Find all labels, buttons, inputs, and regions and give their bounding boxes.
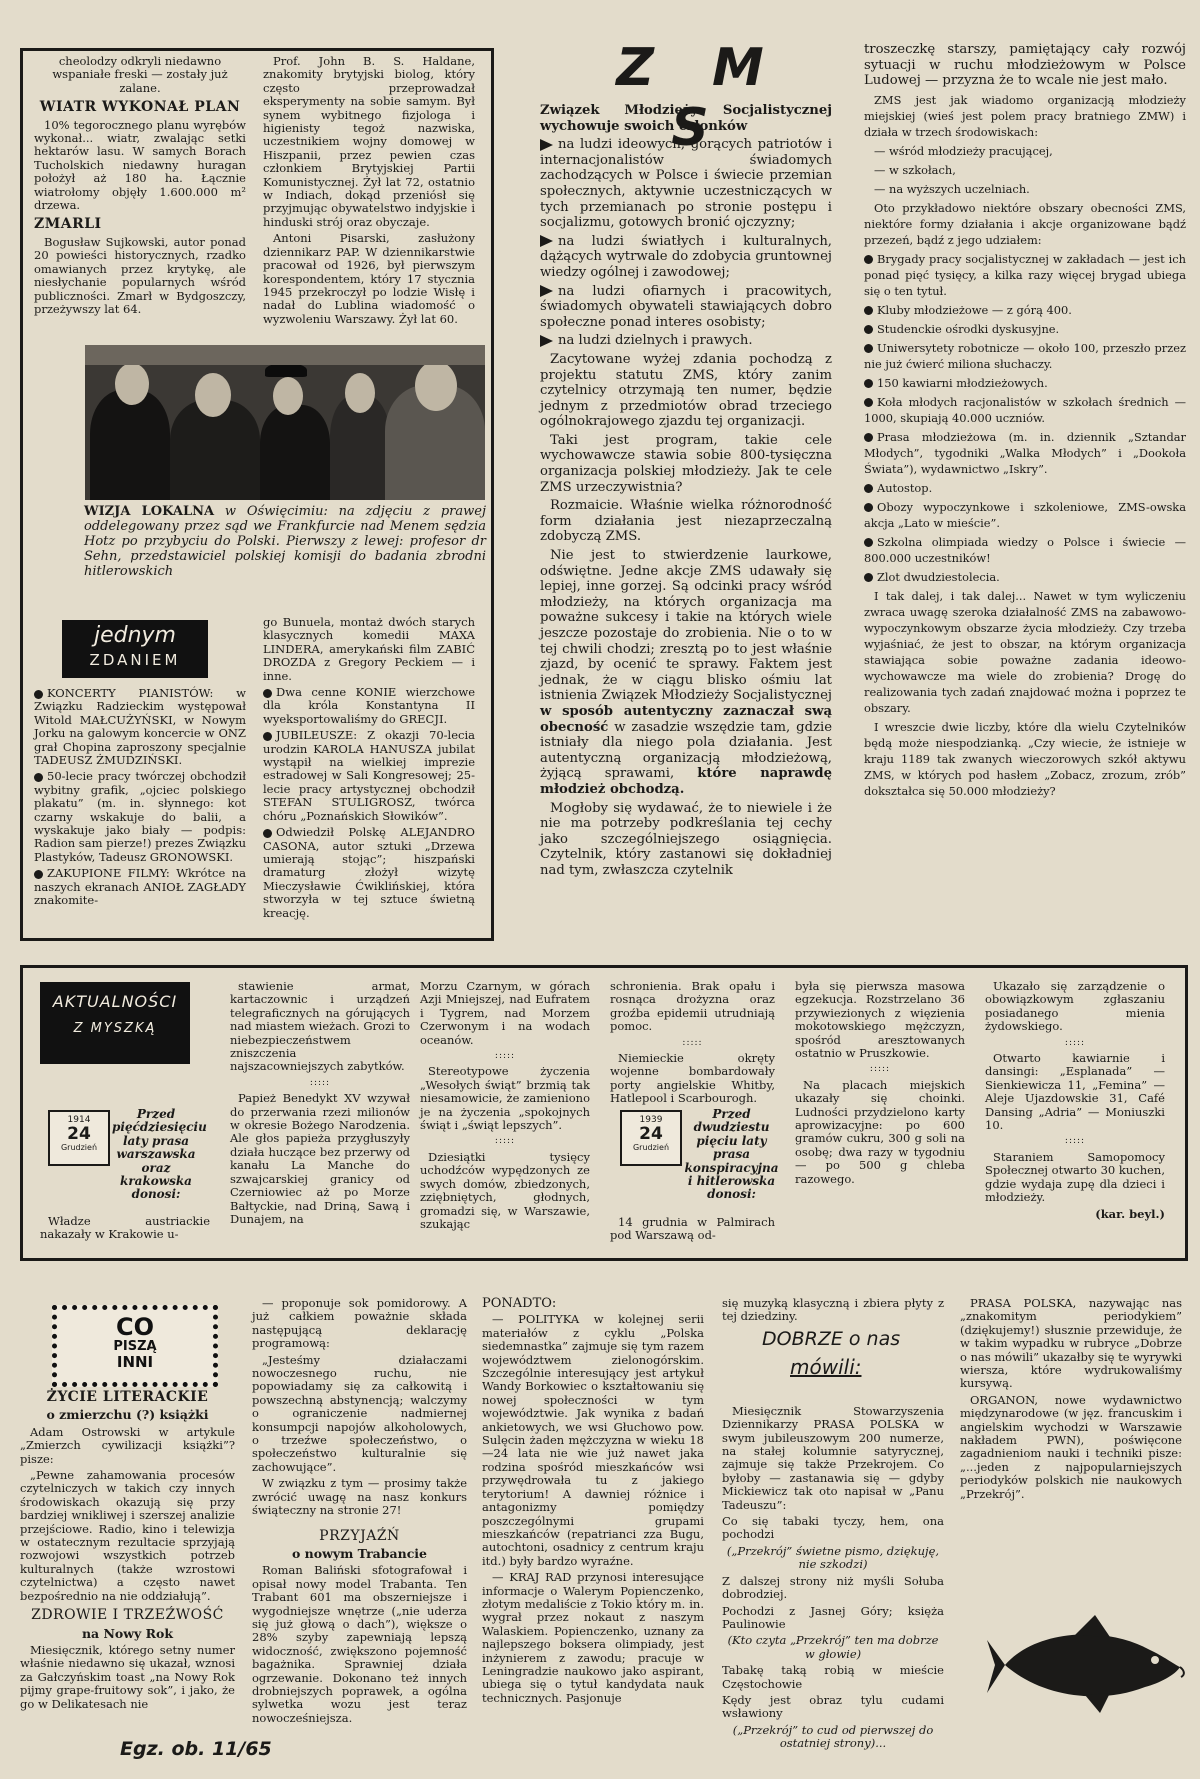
akt-okrety: Niemieckie okręty wojenne bombardowały porty angielskie Whitby, Hatlepool i Scarbourogh. [610, 1051, 775, 1106]
cpi-ostrowski: Adam Ostrowski w artykule „Zmierzch cywilizacji książki”? pisze: [20, 1424, 235, 1466]
akt-wladze: Władze austriackie nakazały w Krakowie u- [40, 1214, 210, 1242]
co-pisza-inni-stamp [52, 1305, 218, 1387]
cpi-col1 [20, 1385, 235, 1755]
headline-wiatr: WIATR WYKONAŁ PLAN [39, 99, 241, 116]
date-1914-month: Grudzień [60, 1143, 98, 1152]
date-box-1914 [48, 1110, 110, 1166]
zms-c2-env3: — na wyższych uczelniach. [874, 181, 1030, 196]
zms-c2-p1: ZMS jest jak wiadomo organizacją młodzieży miejskiej (wieś jest polem pracy bratniego ZMW) i działa w trzech środowiskach: [864, 92, 1186, 139]
zms-item-olimpiada: Szkolna olimpiada wiedzy o Polsce i świecie — 800.000 uczestników! [864, 534, 1186, 565]
headline-zmarli: ZMARLI [34, 216, 102, 233]
jednym-zdaniem-col1 [34, 687, 246, 929]
poem-line-5: (Kto czyta „Przekrój” ten ma dobrze w głowie) [727, 1633, 939, 1661]
intro-text: cheolodzy odkryli niedawno wspaniałe freski — zostały już zalane. [52, 54, 228, 95]
zms-p3: Rozmaicie. Właśnie wielka różnorodność form działania jest niezaprzeczalną zdobyczą ZMS. [540, 498, 832, 545]
note-jubileusze: JUBILEUSZE: Z okazji 70-lecia urodzin KAROLA HANUSZA jubilat wystąpił na wielkiej imprezie estradowej w Sali Kongresowej; 25-lecie pracy artystycznej obchodził STEFAN STULIGROSZ, twórca chóru „Poznańskich Słowików”. [263, 728, 475, 823]
aktualnosci-stamp [40, 982, 190, 1064]
jednym-zdaniem-col2 [263, 616, 475, 929]
photo-caption [84, 504, 486, 579]
zms-item-kluby: Kluby młodzieżowe — z górą 400. [877, 302, 1072, 317]
zms-p4-bold: w sposób autentyczny zaznaczał swą obecność [540, 703, 832, 735]
zms-item-prasa: Prasa młodzieżowa (m. in. dziennik „Sztandar Młodych”, tygodniki „Walka Młodych” i „Dookoła Świata”), wydawnictwo „Iskry”. [864, 429, 1186, 476]
note-casona: Odwiedził Polskę ALEJANDRO CASONA, autor sztuki „Drzewa umierają stojąc”; hiszpański dramaturg złożył wizytę Mieczysławie Ćwiklińskiej, która stworzyła w tej sztuce świetną kreację. [263, 825, 475, 920]
jednym-zdaniem-stamp [62, 620, 208, 678]
akt-kawiarnie: Otwarto kawiarnie i dansingi: „Esplanada” — Sienkiewicza 11, „Femina” — Aleje Ujazdowskie 31, Café Dansing „Adria” — Moniuszki 10. [985, 1051, 1165, 1133]
aktualnosci-col6: Ukazało się zarządzenie o obowiązkowym zgłaszaniu posiadanego mienia żydowskiego. ::::: Otwarto kawiarnie i dansingi: „Esplanada” — Sienkiewicza 11, „Femina” — Aleje Ujazdowskie 31, Café Dansing „Adria” — Moniuszki 10. ::::: Staraniem Samopomocy Społecznej otwarto 30 kuchen, gdzie wydaja zupę dla dzieci i młodzieży. (kar. beyl.) [985, 979, 1165, 1221]
poem-line-7: Kędy jest obraz tylu cudami wsławiony [722, 1692, 944, 1721]
note-koncerty: KONCERTY PIANISTÓW: w Związku Radzieckim występował Witold MAŁCUŻYŃSKI, w Nowym Jorku na galowym koncercie w ONZ grał Chopina zaproszony specjalnie TADEUSZ ŻMUDZIŃSKI. [34, 686, 246, 768]
poem-line-3: Z dalszej strony niż myśli Sołuba dobrodziej. [722, 1573, 944, 1602]
stamp-jednym: jednym [93, 623, 176, 648]
zms-goal-2: na ludzi światłych i kulturalnych, dążących wytrwale do zdobycia gruntownej wiedzy ogólnej i zawodowej; [540, 233, 832, 280]
obituaries-col2 [263, 55, 475, 337]
cpi-toast: Miesięcznik, którego setny numer właśnie niedawno się ukazał, wznosi za Gałczyńskim toast „na Nowy Rok pijmy grape-fruitowy sok”, i jako, że go w Delikatesach nie [20, 1642, 235, 1711]
fish-illustration [985, 1605, 1185, 1725]
zms-item-uniwersytety: Uniwersytety robotnicze — około 100, przeszło przez nie już ćwierć miliona słuchaczy. [864, 340, 1186, 371]
footer-note: Egz. ob. 11/65 [120, 1738, 272, 1760]
cpi-kraj-rad: — KRAJ RAD przynosi interesujące informacje o Walerym Popienczenko, złotym medaliście z Tokio który m. in. wygrał przez nokaut z naszym Walaskiem. Popienczenko, uznany za najlepszego boksera olimpiady, jest inżynierem z zawodu; pracuje w Leningradzie naukowo jako aspirant, ubiega się o tytuł kandydata nauk technicznych. Pasjonuje [482, 1570, 704, 1705]
cpi-trabant: Roman Baliński sfotografował i opisał nowy model Trabanta. Ten Trabant 601 ma obszerniejsze i wygodniejsze wnętrze („nie uderza się już głową o dach”), większe o 28% szyby zapewniają lepszą widoczność, zwiększono pojemność bagażnika. Sprawniej działa ogrzewanie. Dokonano też innych drobniejszych poprawek, a ogólna sylwetka wozu jest teraz nowocześniejsza. [252, 1563, 467, 1725]
akt-papiez: Papież Benedykt XV wzywał do przerwania rzezi milionów w okresie Bożego Narodzenia. Ale głos papieża przygłuszyły działa huczące bez przerwy od kanału La Manche do szwajcarskiej granicy od Czerniowiec aż po Morze Bałtyckie, nad Driną, Sawą i Dunajem, na [230, 1091, 410, 1226]
cpi-s-ksiazki: o zmierzchu (?) książki [46, 1407, 209, 1423]
zms-p4-cont: w zasadzie wszędzie tam, gdzie istniały dla niego pola działania. Jest autentyczną organizacją młodzieżową, żyjącą sprawami, [540, 719, 832, 782]
note-bunuel: go Bunuela, montaż dwóch starych klasycznych komedii MAXA LINDERA, amerykański film ZABIĆ DROZDA z Gregory Peckiem — i inne. [263, 615, 475, 683]
aktualnosci-col1 [112, 1107, 207, 1202]
pisarski-text: Antoni Pisarski, zasłużony dziennikarz PAP. W dziennikarstwie pracował od 1926, był pierwszym korespondentem, który 17 stycznia 1945 przekroczył po lodzie Wisłę i nadał do Lublina wiadomość o wyzwoleniu Warszawy. Żył lat 60. [263, 231, 475, 326]
zms-c2-env1: — wśród młodzieży pracującej, [874, 143, 1053, 158]
caption-lead: WIZJA LOKALNA [84, 504, 215, 519]
cpi-h-zycie: ŻYCIE LITERACKIE [46, 1389, 209, 1405]
date-1914-year: 1914 [67, 1115, 91, 1125]
cpi-h-ponadto: PONADTO: [482, 1296, 557, 1311]
cpi-organon: ORGANON, nowe wydawnictwo międzynarodowe (w jęz. francuskim i angielskim wychodzi w Warszawie nakładem PWN), poświęcone zagadnieniom nauki i techniki pisze: „...jeden z najpopularniejszych periodyków polskich nie naukowych „Przekrój”. [960, 1392, 1182, 1501]
aktualnosci-col5: była się pierwsza masowa egzekucja. Rozstrzelano 36 przywiezionych z więzienia mokotowskiego mężczyzn, spośród aresztowanych ostatnio w Pruszkowie. ::::: Na placach miejskich ukazały się choinki. Ludności przydzielono karty aprowizacyjne: po 600 gramów cukru, 300 g soli na osobę; dwa razy w tygodniu — po 500 g chleba razowego. [795, 979, 965, 1186]
zms-p4: Nie jest to stwierdzenie laurkowe, odświętne. Jedne akcje ZMS udawały się lepiej, inne gorzej. Są odcinki pracy wśród młodzieży, na których organizacja ma poważne sukcesy i takie na których wiele jeszcze pozostaje do zrobienia. Nie o to w tej chwili chodzi; zresztą po to jest właśnie zjazd, by ocenić te sprawy. Faktem jest jednak, że w ciągu blisko ośmiu lat istnienia Związek Młodzieży Socjalistycznej [540, 548, 832, 704]
akt-zyczenia: Stereotypowe życzenia „Wesołych świąt” brzmią tak niesamowicie, że zamieniono je na życzenia „spokojnych świąt i „świąt lepszych”. [420, 1064, 590, 1133]
note-gronowski: 50-lecie pracy twórczej obchodził wybitny grafik, „ojciec polskiego plakatu” (m. in. słynnego: kot czarny wskakuje do balii, a wyskakuje jako biały — podpis: Radion sam pierze!) prezes Związku Plastyków, Tadeusz GRONOWSKI. [34, 769, 246, 864]
stamp-inni: INNI [116, 1353, 154, 1371]
cpi-col2 [252, 1297, 467, 1757]
date-box-1939 [620, 1110, 682, 1166]
cpi-polityka: — POLITYKA w kolejnej serii materiałów z cyklu „Polska siedemnastka” zajmuje się tym razem województwem zielonogórskim. Szczególnie interesujący jest artykuł Wandy Borkowiec o kształtowaniu się nowej społeczności w tym województwie. Jak wynika z badań ankietowych, we wsi Głuchowo pow. Sulęcin żaden mężczyzna w wieku 18—24 lata nie wie już nawet jaka rodzina spośród mieszkańców wsi przywędrowała tu z jakiego terytorium! A dawniej różnice i antagonizmy pomiędzy poszczególnymi grupami mieszkańców (repatrianci zza Bugu, autochtoni, osadnicy z centrum kraju itd.) były bardzo wyraźne. [482, 1312, 704, 1568]
date-1939-year: 1939 [639, 1115, 663, 1125]
poem-line-2: („Przekrój” świetne pismo, dziękuję, nie szkodzi) [726, 1543, 940, 1572]
photo-oswiecim [85, 345, 485, 500]
zms-col1 [540, 103, 832, 943]
zms-c2-p3: I tak dalej, i tak dalej... Nawet w tym wyliczeniu zwraca uwagę szeroka działalność ZMS na zabawowo-wypoczynkowym obszarze życia młodzieży. Czy trzeba wyjaśniać, że jest to obszar, na którym organizacja stawiająca sobie poważne zadania ideowo-wychowawcze ma wiele do zrobienia? Drogę do realizowania tych zadań znajdować można i poprzez te obszary. [864, 588, 1186, 715]
cpi-prasa-polska-2: PRASA POLSKA, nazywając nas „znakomitym periodykiem” (dziękujemy!) słusznie przewiduje, że w takim wypadku w rubryce „Dobrze o nas mówili” ukazałby się te wyrywki wiersza, które wydrukowaliśmy kursywą. [960, 1296, 1182, 1391]
cpi-muzyka: się muzyką klasyczną i zbiera płyty z tej dziedziny. [722, 1296, 944, 1324]
date-1939-month: Grudzień [632, 1143, 670, 1152]
zms-item-autostop: Autostop. [877, 480, 933, 495]
cpi-col5 [960, 1297, 1182, 1597]
cpi-konkurs: W związku z tym — prosimy także zwrócić uwagę na nasz konkurs świąteczny na stronie 27! [252, 1476, 467, 1518]
zms-goal-3: na ludzi ofiarnych i pracowitych, świadomych obywateli stawiających dobro społeczne ponad interes osobisty; [540, 283, 832, 330]
cpi-col3 [482, 1297, 704, 1757]
caption-text: w Oświęcimiu: na zdjęciu z prawej oddelegowany przez sąd we Frankfurcie nad Menem sędzia Hotz po przybyciu do Polski. Pierwszy z lewej: profesor dr Sehn, przedstawiciel polskiej komisji do badania zbrodni hitlerowskich [84, 504, 486, 579]
cpi-s-nowyrok: na Nowy Rok [81, 1625, 174, 1641]
zms-item-brygady: Brygady pracy socjalistycznej w zakładach — jest ich ponad pięć tysięcy, a kilka razy więcej brygad ubiega się o ten tytuł. [864, 251, 1186, 298]
stamp-pisza: PISZĄ [113, 1339, 157, 1354]
zms-c2-p4: I wreszcie dwie liczby, które dla wielu Czytelników będą może niespodzianką. „Czy wiecie, że istnieje w kraju 1189 tak zwanych wieczorowych szkół aktywu ZMS, w których pod hasłem „Zobacz, zrozum, zrób” dokształca się 50.000 młodzieży? [864, 719, 1186, 798]
note-filmy: ZAKUPIONE FILMY: Wkrótce na naszych ekranach ANIOŁ ZAGŁADY znakomite- [34, 866, 246, 908]
poem-line-8: („Przekrój” to cud od pierwszej do ostatniej strony)... [732, 1722, 934, 1751]
cpi-col4 [722, 1297, 944, 1757]
zms-p5: Mogłoby się wydawać, że to niewiele i że nie ma potrzeby podkreślania tej cechy jako szczególniejszego osiągnięcia. Czytelnik, który zastanowi się dokładniej nad tym, zwłaszcza czytelnik [540, 800, 832, 878]
aktualnosci-col3: Morzu Czarnym, w górach Azji Mniejszej, nad Eufratem i Tygrem, nad Morzem Czerwonym i na wodach oceanów. ::::: Stereotypowe życzenia „Wesołych świąt” brzmią tak niesamowicie, że zamieniono je na życzenia „spokojnych świąt i „świąt lepszych”. ::::: Dziesiątki tysięcy uchodźców wypędzonych ze swych domów, zbiedzonych, zziębniętych, głodnych, gromadzi się, w Warszawie, szukając [420, 979, 590, 1231]
zms-title: Z M S [616, 38, 784, 158]
zms-lead: Związek Młodzieży Socjalistycznej wychowuje swoich członków [540, 103, 832, 134]
cpi-h-zdrowie: ZDROWIE I TRZEŹWOŚĆ [31, 1607, 224, 1624]
akt-schronienie: schronienia. Brak opału i rosnąca drożyzna oraz groźba epidemii utrudniają pomoc. [610, 979, 775, 1034]
aktualnosci-col4b [684, 1108, 779, 1203]
haldane-text: Prof. John B. S. Haldane, znakomity brytyjski biolog, który często przeprowadzał eksperymenty na sobie samym. Był synem wybitnego fizjologa i higienisty tegoż nazwiska, uczestnikiem wojny domowej w Hiszpanii, przez pewien czas członkiem Brytyjskiej Partii Komunistycznej. Żył lat 72, ostatnio w Indiach, dokąd przeniósł się przyjmując obywatelstwo indyjskie i hinduski strój oraz obyczaje. [263, 54, 475, 229]
stamp-myszka: Z MYSZKĄ [73, 1021, 157, 1036]
date-1914-day: 24 [67, 1124, 91, 1144]
aktualnosci-col1b [40, 1215, 210, 1247]
aktualnosci-col4c [610, 1216, 775, 1248]
cpi-deklaracja: „Jesteśmy działaczami nowoczesnego ruchu, nie popowiadamy się za całkowitą i powszechną abstynencją; walczymy o ograniczenie nadmiernej konsumpcji napojów alkoholowych, o trzeźwe społeczeństwo, o społeczeństwo kulturalnie się zachowujące”. [252, 1352, 467, 1474]
zms-item-kawiarnie: 150 kawiarni młodzieżowych. [877, 375, 1048, 390]
aktualnosci-col4: schronienia. Brak opału i rosnąca drożyzna oraz groźba epidemii utrudniają pomoc. ::::: Niemieckie okręty wojenne bombardowały porty angielskie Whitby, Hatlepool i Scarbourogh. [610, 979, 775, 1106]
zms-p2: Taki jest program, takie cele wychowawcze stawia sobie 800-tysięczna organizacja polskiej młodzieży. Jak te cele ZMS urzeczywistnia? [540, 432, 832, 495]
akt-sign: (kar. beyl.) [1095, 1206, 1165, 1221]
note-konie: Dwa cenne KONIE wierzchowe dla króla Konstantyna II wyeksportowaliśmy do GRECJI. [263, 685, 475, 726]
stamp-zdaniem: ZDANIEM [89, 651, 181, 669]
hand-title-mowili: mówili: [790, 1354, 862, 1379]
hand-title-dobrze: DOBRZE o nas [762, 1327, 901, 1350]
zms-goal-1: na ludzi ideowych, gorących patriotów i internacjonalistów świadomych zachodzących w Polsce i świecie przemian społecznych, aktywnie uczestniczących w tych przemianach po stronie postępu i socjalizmu, gotowych bronić ojczyzny; [540, 137, 832, 231]
zms-c2-p2: Oto przykładowo niektóre obszary obecności ZMS, niektóre formy działania i akcje organizowane bądź przezeń, bądź z jego udziałem: [864, 200, 1186, 247]
zms-item-kola: Koła młodych racjonalistów w szkołach średnich — 1000, skupiają 40.000 uczniów. [864, 394, 1186, 425]
obituaries-col1 [34, 55, 246, 337]
stamp-co: CO [115, 1313, 154, 1341]
zms-item-obozy: Obozy wypoczynkowe i szkoleniowe, ZMS-owska akcja „Lato w mieście”. [864, 499, 1186, 530]
cpi-quote: „Pewne zahamowania procesów czytelniczych w takich czy innych środowiskach okazują się przy bardziej wnikliwej i szerszej analizie przejściowe. Radio, kino i telewizja w ostatecznym rezultacie sprzyjają rozwojowi wszystkich potrzeb kulturalnych (także wzrostowi czytelnictwa) a często nawet bezpośrednio na nie oddziałują”. [20, 1468, 235, 1603]
intro-1914: Przed pięćdziesięciu laty prasa warszawska oraz krakowska donosi: [112, 1107, 207, 1202]
cpi-sok: — proponuje sok pomidorowy. A już całkiem poważnie składa następującą deklarację programową: [252, 1296, 467, 1351]
intro-1939: Przed dwudziestu pięciu laty prasa konspiracyjna i hitlerowska donosi: [684, 1107, 779, 1202]
akt-choinki: Na placach miejskich ukazały się choinki. Ludności przydzielono karty aprowizacyjne: po 600 gramów cukru, 300 g soli na osobę; dwa razy w tygodniu — po 500 g chleba razowego. [795, 1077, 965, 1186]
poem-line-1: Co się tabaki tyczy, hem, ona pochodzi [722, 1514, 944, 1542]
zms-item-zlot: Zlot dwudziestolecia. [877, 569, 1000, 584]
zms-c2-p0: troszeczkę starszy, pamiętający cały rozwój sytuacji w ruchu młodzieżowym w Polsce Ludowej — przyzna że to wcale nie jest mało. [864, 42, 1186, 89]
akt-kuchnie: Staraniem Samopomocy Społecznej otwarto 30 kuchen, gdzie wydaja zupę dla dzieci i młodzieży. [985, 1149, 1165, 1205]
zms-p4-bold2: które naprawdę młodzież obchodzą. [540, 766, 832, 797]
akt-palmiry: 14 grudnia w Palmirach pod Warszawą od- [610, 1215, 775, 1243]
wiatr-text: 10% tegorocznego planu wyrębów wykonał... wiatr, zwalając setki hektarów lasu. W samych Borach Tucholskich niedawny huragan położył aż 180 ha. Łącznie wiatrołomy objęły 1.600.000 m² drzewa. [34, 117, 246, 213]
zms-col2 [864, 42, 1186, 942]
zms-p1: Zacytowane wyżej zdania pochodzą z projektu statutu ZMS, który zanim czytelnicy otrzymają ten numer, będzie jednym z przedmiotów obrad trzeciego ogólnokrajowego zjazdu tej organizacji. [540, 351, 832, 430]
cpi-h-przyjazn: PRZYJAŹŃ [319, 1527, 400, 1544]
stamp-aktualnosci: AKTUALNOŚCI [52, 992, 178, 1011]
date-1939-day: 24 [639, 1124, 663, 1144]
zmarli-text: Bogusław Sujkowski, autor ponad 20 powieści historycznych, rzadko omawianych przez krytykę, ale niesłychanie popularnych wśród publiczności. Zmarł w Bydgoszczy, przeżywszy lat 64. [34, 234, 246, 316]
cpi-s-trabant: o nowym Trabancie [291, 1545, 428, 1561]
zms-item-osrodki: Studenckie ośrodki dyskusyjne. [877, 321, 1060, 336]
zms-goal-4: na ludzi dzielnych i prawych. [558, 333, 753, 349]
poem-line-4: Pochodzi z Jasnej Góry; księża Paulinowie [722, 1603, 944, 1631]
zms-c2-env2: — w szkołach, [874, 162, 956, 177]
aktualnosci-col2: stawienie armat, kartaczownic i urządzeń telegraficznych na górujących nad miastem wieżach. Grozi to niebezpieczeństwem zniszczenia najszacowniejszych zabytków. ::::: Papież Benedykt XV wzywał do przerwania rzezi milionów w okresie Bożego Narodzenia. Ale głos papieża przygłuszyły działa huczące bez przerwy od kanału La Manche do szwajcarskiej granicy od Czerniowiec aż po Morze Bałtyckie, nad Driną, Sawą i Dunajem, na [230, 979, 410, 1226]
akt-armaty: stawienie armat, kartaczownic i urządzeń telegraficznych na górujących nad miastem wieżach. Grozi to niebezpieczeństwem zniszczenia najszacowniejszych zabytków. [230, 979, 410, 1074]
akt-uchodzcy: Dziesiątki tysięcy uchodźców wypędzonych ze swych domów, zbiedzonych, zziębniętych, głodnych, gromadzi się, w Warszawie, szukając [420, 1149, 590, 1231]
poem-line-6: Tabakę taką robią w mieście Częstochowie [722, 1663, 944, 1691]
akt-egzekucja: była się pierwsza masowa egzekucja. Rozstrzelano 36 przywiezionych z więzienia mokotowskiego mężczyzn, spośród aresztowanych ostatnio w Pruszkowie. [795, 979, 965, 1061]
akt-morze: Morzu Czarnym, w górach Azji Mniejszej, nad Eufratem i Tygrem, nad Morzem Czerwonym i na wodach oceanów. [420, 979, 590, 1047]
cpi-prasa-polska: Miesięcznik Stowarzyszenia Dziennikarzy PRASA POLSKA w swym jubileuszowym 200 numerze, na stałej kolumnie satyrycznej, zajmuje się także Przekrojem. Co byłoby — zastanawia się — gdyby Mickiewicz tak oto napisał w „Panu Tadeuszu”: [722, 1403, 944, 1512]
akt-mienie: Ukazało się zarządzenie o obowiązkowym zgłaszaniu posiadanego mienia żydowskiego. [985, 979, 1165, 1034]
